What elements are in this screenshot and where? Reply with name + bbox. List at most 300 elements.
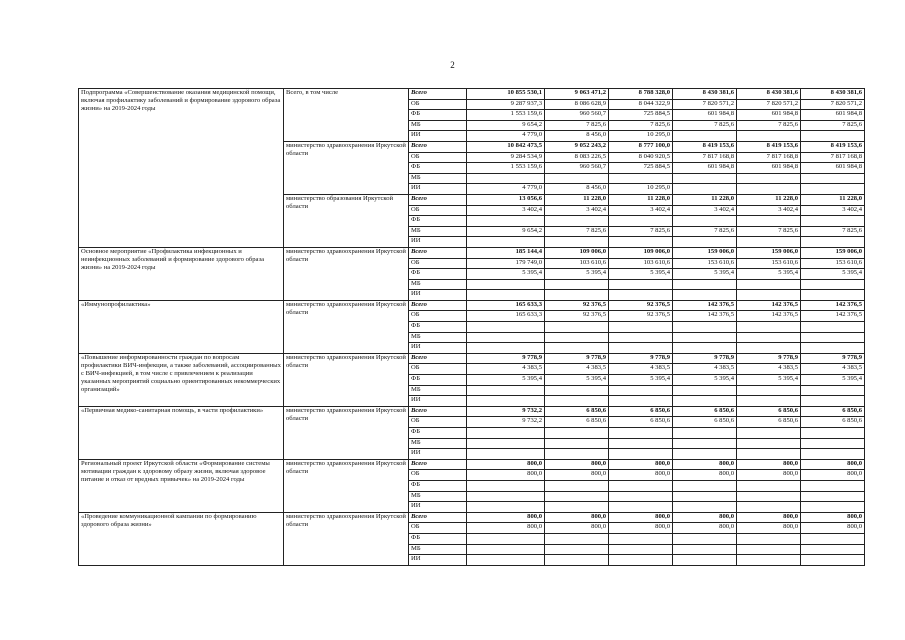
funding-source-cell: Всего bbox=[409, 141, 467, 152]
funding-source-cell: ФБ bbox=[409, 216, 467, 227]
financing-table bbox=[78, 88, 865, 566]
amount-cell-2021: 800,0 bbox=[609, 459, 673, 470]
amount-cell-2019: 9 284 534,9 bbox=[467, 152, 545, 163]
amount-cell-2020 bbox=[545, 502, 609, 513]
amount-cell-2023: 8 430 381,6 bbox=[737, 89, 801, 100]
program-name-cell: «Повышение информированности граждан по вопросам профилактики ВИЧ-инфекции, а также заболеваний, ассоциированных с ВИЧ-инфекцией, в том числе с привлечением к реализации указанных мероприятий социально ориентированных некоммерческих организаций» bbox=[79, 353, 284, 406]
amount-cell-2020: 7 825,6 bbox=[545, 120, 609, 131]
funding-source-cell: ИИ bbox=[409, 396, 467, 407]
amount-cell-2021: 8 777 100,0 bbox=[609, 141, 673, 152]
amount-cell-2021: 5 395,4 bbox=[609, 375, 673, 386]
executor-cell: министерство образования Иркутской области bbox=[284, 194, 409, 247]
amount-cell-2023 bbox=[737, 332, 801, 343]
amount-cell-2024: 6 850,6 bbox=[801, 406, 865, 417]
amount-cell-2022: 7 817 168,8 bbox=[673, 152, 737, 163]
amount-cell-2021 bbox=[609, 438, 673, 449]
amount-cell-2019 bbox=[467, 396, 545, 407]
amount-cell-2021: 800,0 bbox=[609, 523, 673, 534]
amount-cell-2021: 6 850,6 bbox=[609, 406, 673, 417]
amount-cell-2022 bbox=[673, 555, 737, 566]
amount-cell-2019 bbox=[467, 533, 545, 544]
amount-cell-2022: 800,0 bbox=[673, 512, 737, 523]
amount-cell-2024 bbox=[801, 216, 865, 227]
amount-cell-2019: 5 395,4 bbox=[467, 269, 545, 280]
amount-cell-2021: 8 040 920,5 bbox=[609, 152, 673, 163]
amount-cell-2021: 7 825,6 bbox=[609, 120, 673, 131]
amount-cell-2019: 3 402,4 bbox=[467, 205, 545, 216]
amount-cell-2024 bbox=[801, 184, 865, 195]
amount-cell-2020 bbox=[545, 216, 609, 227]
amount-cell-2020: 5 395,4 bbox=[545, 375, 609, 386]
amount-cell-2019 bbox=[467, 428, 545, 439]
amount-cell-2022 bbox=[673, 428, 737, 439]
amount-cell-2024 bbox=[801, 332, 865, 343]
funding-source-cell: Всего bbox=[409, 300, 467, 311]
amount-cell-2020 bbox=[545, 332, 609, 343]
amount-cell-2019: 4 779,0 bbox=[467, 131, 545, 142]
amount-cell-2024: 9 778,9 bbox=[801, 353, 865, 364]
amount-cell-2020: 960 560,7 bbox=[545, 163, 609, 174]
amount-cell-2020: 800,0 bbox=[545, 512, 609, 523]
amount-cell-2023: 4 383,5 bbox=[737, 364, 801, 375]
amount-cell-2024 bbox=[801, 279, 865, 290]
amount-cell-2024: 7 825,6 bbox=[801, 120, 865, 131]
amount-cell-2024: 7 820 571,2 bbox=[801, 99, 865, 110]
amount-cell-2020: 4 383,5 bbox=[545, 364, 609, 375]
amount-cell-2023: 142 376,5 bbox=[737, 300, 801, 311]
amount-cell-2021 bbox=[609, 343, 673, 354]
amount-cell-2019: 185 144,4 bbox=[467, 247, 545, 258]
amount-cell-2023 bbox=[737, 555, 801, 566]
amount-cell-2019: 800,0 bbox=[467, 459, 545, 470]
funding-source-cell: ИИ bbox=[409, 184, 467, 195]
funding-source-cell: МБ bbox=[409, 438, 467, 449]
amount-cell-2022: 7 825,6 bbox=[673, 120, 737, 131]
executor-cell: министерство здравоохранения Иркутской области bbox=[284, 512, 409, 565]
amount-cell-2022 bbox=[673, 491, 737, 502]
amount-cell-2020: 92 376,5 bbox=[545, 311, 609, 322]
table-row bbox=[79, 406, 865, 417]
amount-cell-2024 bbox=[801, 438, 865, 449]
amount-cell-2019 bbox=[467, 343, 545, 354]
table-row bbox=[79, 459, 865, 470]
amount-cell-2020 bbox=[545, 533, 609, 544]
page-number: 2 bbox=[450, 60, 455, 70]
amount-cell-2024 bbox=[801, 544, 865, 555]
amount-cell-2020: 8 083 226,5 bbox=[545, 152, 609, 163]
executor-cell: министерство здравоохранения Иркутской области bbox=[284, 353, 409, 406]
amount-cell-2020 bbox=[545, 343, 609, 354]
amount-cell-2020: 8 086 628,9 bbox=[545, 99, 609, 110]
amount-cell-2019: 800,0 bbox=[467, 512, 545, 523]
amount-cell-2021: 109 006,0 bbox=[609, 247, 673, 258]
amount-cell-2024: 8 430 381,6 bbox=[801, 89, 865, 100]
amount-cell-2019 bbox=[467, 290, 545, 301]
amount-cell-2023: 7 825,6 bbox=[737, 120, 801, 131]
amount-cell-2021 bbox=[609, 428, 673, 439]
amount-cell-2023 bbox=[737, 544, 801, 555]
amount-cell-2019: 5 395,4 bbox=[467, 375, 545, 386]
funding-source-cell: Всего bbox=[409, 512, 467, 523]
amount-cell-2020 bbox=[545, 173, 609, 184]
amount-cell-2019: 9 654,2 bbox=[467, 120, 545, 131]
amount-cell-2021 bbox=[609, 237, 673, 248]
funding-source-cell: ИИ bbox=[409, 237, 467, 248]
amount-cell-2019 bbox=[467, 322, 545, 333]
amount-cell-2024: 800,0 bbox=[801, 512, 865, 523]
amount-cell-2024: 5 395,4 bbox=[801, 375, 865, 386]
financing-table-body bbox=[79, 89, 865, 566]
amount-cell-2024: 4 383,5 bbox=[801, 364, 865, 375]
funding-source-cell: ИИ bbox=[409, 449, 467, 460]
amount-cell-2019: 9 732,2 bbox=[467, 406, 545, 417]
amount-cell-2019 bbox=[467, 438, 545, 449]
amount-cell-2023: 5 395,4 bbox=[737, 375, 801, 386]
amount-cell-2024: 800,0 bbox=[801, 523, 865, 534]
executor-cell: министерство здравоохранения Иркутской области bbox=[284, 406, 409, 459]
amount-cell-2020 bbox=[545, 428, 609, 439]
amount-cell-2023 bbox=[737, 449, 801, 460]
amount-cell-2023 bbox=[737, 396, 801, 407]
amount-cell-2022: 601 984,8 bbox=[673, 110, 737, 121]
amount-cell-2023 bbox=[737, 173, 801, 184]
amount-cell-2024 bbox=[801, 555, 865, 566]
amount-cell-2021: 92 376,5 bbox=[609, 311, 673, 322]
amount-cell-2020: 9 778,9 bbox=[545, 353, 609, 364]
amount-cell-2020 bbox=[545, 544, 609, 555]
amount-cell-2021 bbox=[609, 173, 673, 184]
amount-cell-2020: 8 456,0 bbox=[545, 131, 609, 142]
funding-source-cell: МБ bbox=[409, 491, 467, 502]
funding-source-cell: ОБ bbox=[409, 99, 467, 110]
amount-cell-2021: 5 395,4 bbox=[609, 269, 673, 280]
amount-cell-2020: 5 395,4 bbox=[545, 269, 609, 280]
amount-cell-2021: 800,0 bbox=[609, 470, 673, 481]
amount-cell-2022 bbox=[673, 533, 737, 544]
amount-cell-2020 bbox=[545, 555, 609, 566]
amount-cell-2024 bbox=[801, 237, 865, 248]
funding-source-cell: ФБ bbox=[409, 533, 467, 544]
amount-cell-2019 bbox=[467, 502, 545, 513]
amount-cell-2024: 6 850,6 bbox=[801, 417, 865, 428]
program-name-cell: Основное мероприятие «Профилактика инфекционных и неинфекционных заболеваний и формирование здорового образа жизни» на 2019-2024 годы bbox=[79, 247, 284, 300]
amount-cell-2024: 7 817 168,8 bbox=[801, 152, 865, 163]
amount-cell-2023: 153 610,6 bbox=[737, 258, 801, 269]
funding-source-cell: МБ bbox=[409, 332, 467, 343]
amount-cell-2021: 800,0 bbox=[609, 512, 673, 523]
amount-cell-2022: 7 820 571,2 bbox=[673, 99, 737, 110]
program-name-cell: «Иммунопрофилактика» bbox=[79, 300, 284, 353]
amount-cell-2020: 3 402,4 bbox=[545, 205, 609, 216]
funding-source-cell: ОБ bbox=[409, 470, 467, 481]
amount-cell-2022 bbox=[673, 216, 737, 227]
table-row bbox=[79, 353, 865, 364]
amount-cell-2022 bbox=[673, 173, 737, 184]
amount-cell-2023: 11 228,0 bbox=[737, 194, 801, 205]
amount-cell-2023 bbox=[737, 428, 801, 439]
funding-source-cell: ОБ bbox=[409, 364, 467, 375]
amount-cell-2023: 800,0 bbox=[737, 512, 801, 523]
amount-cell-2020: 103 610,6 bbox=[545, 258, 609, 269]
amount-cell-2022: 5 395,4 bbox=[673, 375, 737, 386]
amount-cell-2023: 7 825,6 bbox=[737, 226, 801, 237]
amount-cell-2021 bbox=[609, 396, 673, 407]
amount-cell-2024: 5 395,4 bbox=[801, 269, 865, 280]
funding-source-cell: ИИ bbox=[409, 290, 467, 301]
amount-cell-2021 bbox=[609, 533, 673, 544]
amount-cell-2023 bbox=[737, 184, 801, 195]
amount-cell-2019 bbox=[467, 544, 545, 555]
amount-cell-2020 bbox=[545, 438, 609, 449]
amount-cell-2021 bbox=[609, 555, 673, 566]
amount-cell-2020: 800,0 bbox=[545, 459, 609, 470]
amount-cell-2022 bbox=[673, 322, 737, 333]
funding-source-cell: Всего bbox=[409, 353, 467, 364]
amount-cell-2019 bbox=[467, 216, 545, 227]
amount-cell-2019: 9 287 937,3 bbox=[467, 99, 545, 110]
amount-cell-2021 bbox=[609, 502, 673, 513]
amount-cell-2019: 1 553 159,6 bbox=[467, 110, 545, 121]
amount-cell-2023: 800,0 bbox=[737, 470, 801, 481]
funding-source-cell: ФБ bbox=[409, 375, 467, 386]
amount-cell-2021 bbox=[609, 491, 673, 502]
funding-source-cell: Всего bbox=[409, 194, 467, 205]
amount-cell-2022 bbox=[673, 237, 737, 248]
amount-cell-2022: 800,0 bbox=[673, 459, 737, 470]
funding-source-cell: Всего bbox=[409, 406, 467, 417]
amount-cell-2021: 8 044 322,9 bbox=[609, 99, 673, 110]
executor-cell: министерство здравоохранения Иркутской области bbox=[284, 247, 409, 300]
funding-source-cell: ОБ bbox=[409, 311, 467, 322]
amount-cell-2022: 5 395,4 bbox=[673, 269, 737, 280]
amount-cell-2024 bbox=[801, 491, 865, 502]
amount-cell-2020 bbox=[545, 480, 609, 491]
amount-cell-2023: 8 419 153,6 bbox=[737, 141, 801, 152]
amount-cell-2021: 6 850,6 bbox=[609, 417, 673, 428]
table-row bbox=[79, 300, 865, 311]
amount-cell-2021: 3 402,4 bbox=[609, 205, 673, 216]
amount-cell-2019 bbox=[467, 491, 545, 502]
amount-cell-2024: 142 376,5 bbox=[801, 311, 865, 322]
amount-cell-2022: 9 778,9 bbox=[673, 353, 737, 364]
amount-cell-2023: 800,0 bbox=[737, 523, 801, 534]
amount-cell-2020 bbox=[545, 290, 609, 301]
amount-cell-2020 bbox=[545, 385, 609, 396]
amount-cell-2020: 960 560,7 bbox=[545, 110, 609, 121]
amount-cell-2022: 159 006,0 bbox=[673, 247, 737, 258]
amount-cell-2022 bbox=[673, 544, 737, 555]
amount-cell-2024: 800,0 bbox=[801, 470, 865, 481]
amount-cell-2024: 153 610,6 bbox=[801, 258, 865, 269]
amount-cell-2021 bbox=[609, 480, 673, 491]
amount-cell-2022: 601 984,8 bbox=[673, 163, 737, 174]
program-name-cell: «Первичная медико-санитарная помощь, в части профилактики» bbox=[79, 406, 284, 459]
amount-cell-2019: 9 732,2 bbox=[467, 417, 545, 428]
amount-cell-2022 bbox=[673, 343, 737, 354]
amount-cell-2024 bbox=[801, 533, 865, 544]
amount-cell-2019 bbox=[467, 385, 545, 396]
amount-cell-2024: 8 419 153,6 bbox=[801, 141, 865, 152]
amount-cell-2019: 10 855 530,1 bbox=[467, 89, 545, 100]
amount-cell-2021 bbox=[609, 290, 673, 301]
amount-cell-2023: 9 778,9 bbox=[737, 353, 801, 364]
amount-cell-2023 bbox=[737, 533, 801, 544]
amount-cell-2020: 6 850,6 bbox=[545, 417, 609, 428]
amount-cell-2024 bbox=[801, 502, 865, 513]
amount-cell-2019 bbox=[467, 332, 545, 343]
amount-cell-2021 bbox=[609, 322, 673, 333]
amount-cell-2022 bbox=[673, 438, 737, 449]
amount-cell-2023 bbox=[737, 438, 801, 449]
amount-cell-2019 bbox=[467, 449, 545, 460]
amount-cell-2022 bbox=[673, 184, 737, 195]
amount-cell-2023: 800,0 bbox=[737, 459, 801, 470]
funding-source-cell: ФБ bbox=[409, 163, 467, 174]
amount-cell-2020: 9 052 243,2 bbox=[545, 141, 609, 152]
funding-source-cell: Всего bbox=[409, 89, 467, 100]
amount-cell-2023: 601 984,8 bbox=[737, 163, 801, 174]
amount-cell-2021 bbox=[609, 385, 673, 396]
amount-cell-2022 bbox=[673, 279, 737, 290]
amount-cell-2022: 153 610,6 bbox=[673, 258, 737, 269]
program-name-cell: Подпрограмма «Совершенствование оказания медицинской помощи, включая профилактику заболеваний и формирование здорового образа жизни» на 2019-2024 годы bbox=[79, 89, 284, 248]
amount-cell-2024: 601 984,8 bbox=[801, 110, 865, 121]
amount-cell-2022: 800,0 bbox=[673, 523, 737, 534]
funding-source-cell: ФБ bbox=[409, 269, 467, 280]
amount-cell-2019 bbox=[467, 279, 545, 290]
amount-cell-2022: 6 850,6 bbox=[673, 406, 737, 417]
amount-cell-2021 bbox=[609, 449, 673, 460]
amount-cell-2022 bbox=[673, 480, 737, 491]
amount-cell-2023: 7 817 168,8 bbox=[737, 152, 801, 163]
amount-cell-2023: 6 850,6 bbox=[737, 406, 801, 417]
amount-cell-2020 bbox=[545, 279, 609, 290]
amount-cell-2022 bbox=[673, 396, 737, 407]
amount-cell-2023: 3 402,4 bbox=[737, 205, 801, 216]
amount-cell-2024 bbox=[801, 396, 865, 407]
amount-cell-2024 bbox=[801, 428, 865, 439]
amount-cell-2022 bbox=[673, 385, 737, 396]
amount-cell-2019: 4 383,5 bbox=[467, 364, 545, 375]
amount-cell-2019: 165 633,3 bbox=[467, 300, 545, 311]
funding-source-cell: МБ bbox=[409, 226, 467, 237]
amount-cell-2019: 4 779,0 bbox=[467, 184, 545, 195]
funding-source-cell: ОБ bbox=[409, 205, 467, 216]
amount-cell-2023 bbox=[737, 290, 801, 301]
amount-cell-2024: 142 376,5 bbox=[801, 300, 865, 311]
amount-cell-2023: 6 850,6 bbox=[737, 417, 801, 428]
amount-cell-2022 bbox=[673, 449, 737, 460]
amount-cell-2019 bbox=[467, 480, 545, 491]
amount-cell-2023 bbox=[737, 343, 801, 354]
funding-source-cell: ИИ bbox=[409, 502, 467, 513]
amount-cell-2020: 109 006,0 bbox=[545, 247, 609, 258]
amount-cell-2023 bbox=[737, 385, 801, 396]
funding-source-cell: МБ bbox=[409, 279, 467, 290]
amount-cell-2024 bbox=[801, 343, 865, 354]
amount-cell-2020: 800,0 bbox=[545, 523, 609, 534]
amount-cell-2023 bbox=[737, 237, 801, 248]
amount-cell-2024: 159 006,0 bbox=[801, 247, 865, 258]
amount-cell-2020: 8 456,0 bbox=[545, 184, 609, 195]
amount-cell-2020: 92 376,5 bbox=[545, 300, 609, 311]
amount-cell-2023: 142 376,5 bbox=[737, 311, 801, 322]
amount-cell-2023 bbox=[737, 216, 801, 227]
amount-cell-2023: 7 820 571,2 bbox=[737, 99, 801, 110]
amount-cell-2019 bbox=[467, 555, 545, 566]
amount-cell-2022 bbox=[673, 332, 737, 343]
amount-cell-2020 bbox=[545, 396, 609, 407]
amount-cell-2022: 142 376,5 bbox=[673, 300, 737, 311]
amount-cell-2020 bbox=[545, 237, 609, 248]
table-row bbox=[79, 512, 865, 523]
funding-source-cell: ОБ bbox=[409, 258, 467, 269]
amount-cell-2019: 800,0 bbox=[467, 470, 545, 481]
amount-cell-2023 bbox=[737, 480, 801, 491]
executor-cell: министерство здравоохранения Иркутской области bbox=[284, 459, 409, 512]
amount-cell-2023 bbox=[737, 131, 801, 142]
funding-source-cell: ИИ bbox=[409, 555, 467, 566]
amount-cell-2020 bbox=[545, 449, 609, 460]
amount-cell-2021: 725 884,5 bbox=[609, 163, 673, 174]
funding-source-cell: ФБ bbox=[409, 110, 467, 121]
amount-cell-2024: 11 228,0 bbox=[801, 194, 865, 205]
amount-cell-2019: 165 633,3 bbox=[467, 311, 545, 322]
amount-cell-2021: 103 610,6 bbox=[609, 258, 673, 269]
funding-source-cell: ИИ bbox=[409, 343, 467, 354]
amount-cell-2020 bbox=[545, 491, 609, 502]
amount-cell-2021: 11 228,0 bbox=[609, 194, 673, 205]
amount-cell-2022: 8 419 153,6 bbox=[673, 141, 737, 152]
amount-cell-2020: 7 825,6 bbox=[545, 226, 609, 237]
executor-cell: министерство здравоохранения Иркутской области bbox=[284, 300, 409, 353]
amount-cell-2024: 3 402,4 bbox=[801, 205, 865, 216]
amount-cell-2019 bbox=[467, 237, 545, 248]
amount-cell-2021: 10 295,0 bbox=[609, 184, 673, 195]
amount-cell-2021: 9 778,9 bbox=[609, 353, 673, 364]
amount-cell-2024: 601 984,8 bbox=[801, 163, 865, 174]
amount-cell-2021: 10 295,0 bbox=[609, 131, 673, 142]
amount-cell-2022: 7 825,6 bbox=[673, 226, 737, 237]
funding-source-cell: ОБ bbox=[409, 523, 467, 534]
amount-cell-2021 bbox=[609, 216, 673, 227]
amount-cell-2021: 7 825,6 bbox=[609, 226, 673, 237]
amount-cell-2022: 8 430 381,6 bbox=[673, 89, 737, 100]
amount-cell-2024 bbox=[801, 449, 865, 460]
amount-cell-2023: 5 395,4 bbox=[737, 269, 801, 280]
funding-source-cell: ФБ bbox=[409, 322, 467, 333]
amount-cell-2022: 142 376,5 bbox=[673, 311, 737, 322]
funding-source-cell: МБ bbox=[409, 173, 467, 184]
amount-cell-2021 bbox=[609, 544, 673, 555]
amount-cell-2022: 3 402,4 bbox=[673, 205, 737, 216]
amount-cell-2024: 7 825,6 bbox=[801, 226, 865, 237]
amount-cell-2019: 10 842 473,5 bbox=[467, 141, 545, 152]
funding-source-cell: ОБ bbox=[409, 152, 467, 163]
amount-cell-2023 bbox=[737, 491, 801, 502]
funding-source-cell: Всего bbox=[409, 247, 467, 258]
amount-cell-2019: 800,0 bbox=[467, 523, 545, 534]
amount-cell-2023 bbox=[737, 279, 801, 290]
amount-cell-2020: 800,0 bbox=[545, 470, 609, 481]
funding-source-cell: МБ bbox=[409, 544, 467, 555]
amount-cell-2022 bbox=[673, 502, 737, 513]
funding-source-cell: Всего bbox=[409, 459, 467, 470]
amount-cell-2020: 9 063 471,2 bbox=[545, 89, 609, 100]
amount-cell-2022: 4 383,5 bbox=[673, 364, 737, 375]
amount-cell-2022 bbox=[673, 131, 737, 142]
amount-cell-2021: 4 383,5 bbox=[609, 364, 673, 375]
